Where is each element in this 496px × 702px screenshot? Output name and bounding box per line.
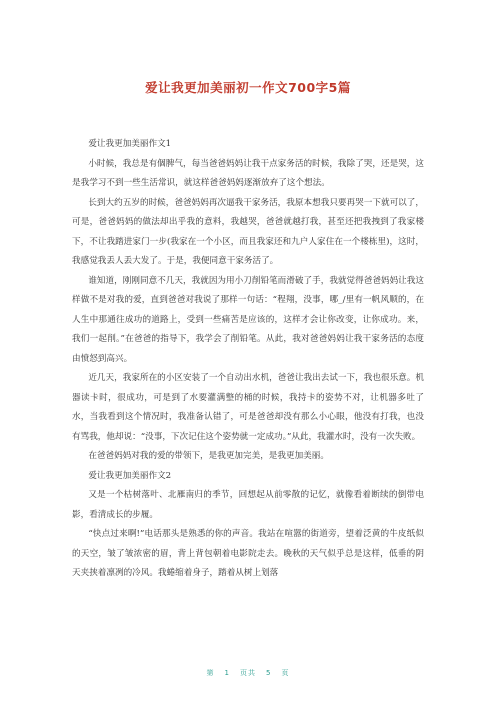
paragraph: 近几天，我家所在的小区安装了一个自动出水机，爸爸让我出去试一下，我也很乐意。机器读卡时，很成功，可是到了水要灌满整的桶的时候，我持卡的姿势不对，让机器多吐了水，当我看到这个情况时，我准备认错了，可是爸爸却没有那么小心眼，他没有打我，也没有骂我，他却说：“没事，下次记住这个姿势就一定成功。”从此，我灌水时，没有一次失败。 — [72, 373, 424, 442]
footer-page-total: 5 — [266, 669, 272, 677]
document-body — [72, 135, 424, 584]
section-heading-2: 爱让我更加美丽作文2 — [88, 470, 172, 481]
footer-page-total-label: 页共 — [240, 669, 256, 677]
paragraph: “快点过来啊!”电话那头是熟悉的你的声音。我站在喧嚣的街道旁，望着泛黄的牛皮纸似的天空，皱了皱浓密的眉，背上背包朝着电影院走去。晚秋的天气似乎总是这样，低垂的阴天夹挟着凛冽的冷风。我蜷缩着身子，踏着从树上划落 — [72, 529, 424, 578]
paragraph: 小时候，我总是有個脾气，每当爸爸妈妈让我干点家务活的时候，我除了哭，还是哭，这是我学习不到一些生活常识，就这样爸爸妈妈逐渐放弃了这个想法。 — [72, 158, 424, 188]
section-heading-1: 爱让我更加美丽作文1 — [88, 139, 172, 149]
paragraph: 在爸爸妈妈对我的爱的带领下，是我更加完美，是我更加美丽。 — [88, 451, 329, 461]
paragraph: 又是一个枯树落叶、北雁南归的季节，回想起从前零散的记忆，就像看着断续的倒带电影，看清成长的步履。 — [72, 490, 424, 520]
footer-page-current: 1 — [224, 669, 230, 677]
footer-page-suffix: 页 — [281, 669, 290, 677]
page-footer — [0, 668, 496, 678]
footer-page-label: 第 — [206, 669, 215, 677]
document-title: 爱让我更加美丽初一作文700字5篇 — [145, 80, 351, 95]
paragraph: 长到大约五岁的时候，爸爸妈妈再次逼我干家务活，我原本想我只要再哭一下就可以了，可是，爸爸妈妈的做法却出乎我的意料，我越哭，爸爸就越打我，甚至还把我拽到了我家楼下，不让我踏进家门一步(我家在一个小区，而且我家还和九户人家住在一个楼栋里)，这时，我感觉我丢人丢大发了。于是，我便同意干家务活了。 — [72, 197, 424, 266]
paragraph: 谁知道，刚刚同意不几天，我就因为用小刀削铅笔而滑破了手，我就觉得爸爸妈妈让我这样做不是对我的爱，直到爸爸对我说了那样一句话：“程翔，没事，哪_/里有一帆风顺的，在人生中那通往成功的道路上，受到一些痛苦是应该的，这样才会让你改变，让你成功。来，我们一起削。”在爸爸的指导下，我学会了削铅笔。从此，我对爸爸妈妈让我干家务活的态度由愤怒到高兴。 — [72, 275, 424, 364]
